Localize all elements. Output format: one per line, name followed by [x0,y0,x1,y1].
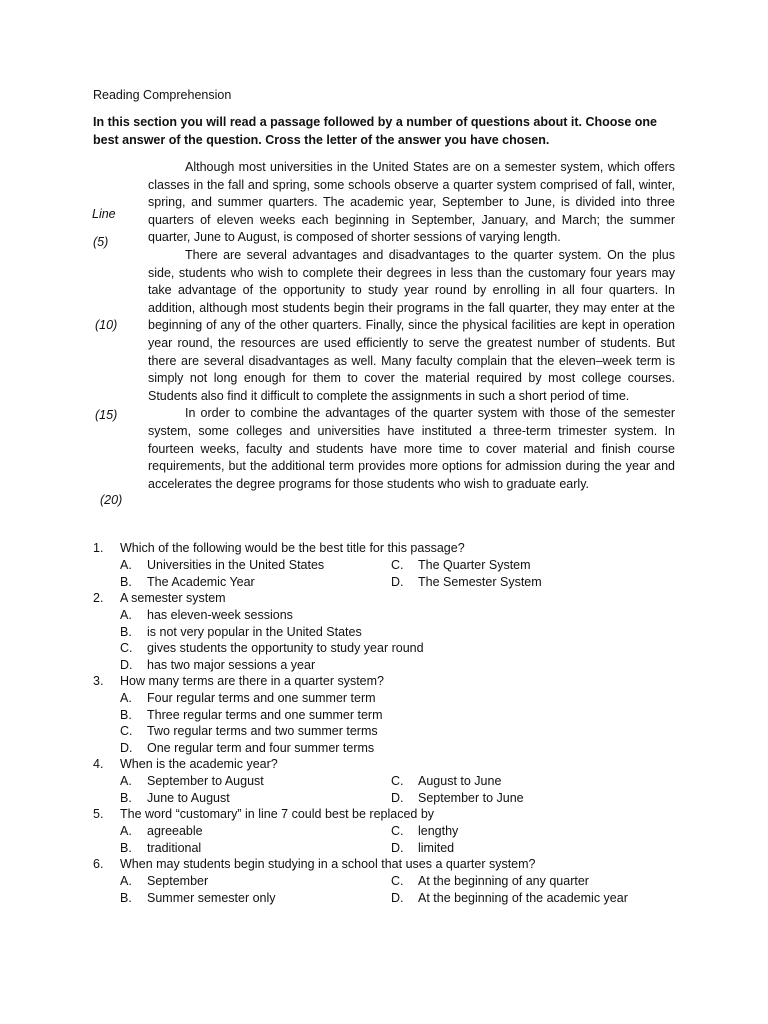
question-1 [93,540,693,590]
option-text: Summer semester only [147,890,276,905]
option-letter: D. [391,840,404,855]
passage-paragraph-1: Although most universities in the United States are on a semester system, which offers classes in the fall and spring, some schools observe a quarter system comprised of fall, winter, spring, and summer quarters. The academic year, September to June, is divided into three quarters of eleven weeks each beginning in September, January, and March; the summer quarter, June to August, is composed of shorter sessions of varying length. [148,160,675,245]
question-text: When may students begin studying in a school that uses a quarter system? [120,857,536,871]
option-text: has two major sessions a year [147,657,316,672]
option-text: September to August [147,774,264,788]
option-text: is not very popular in the United States [147,624,362,639]
option-letter: C. [391,874,404,888]
line-marker-15: (15) [95,408,118,422]
question-text: A semester system [120,591,226,605]
passage-paragraph-2: There are several advantages and disadvantages to the quarter system. On the plus side, students who wish to complete their degrees in less than the customary four years may take advantage of the opportunity to study year round by enrolling in all four quarters. In addition, although most students begin their programs in the fall quarter, they may enter at the beginning of any of the other quarters. Finally, since the physical facilities are kept in operation year round, the resources are used efficiently to serve the greatest number of students. But there are several disadvantages as well. Many faculty complain that the eleven–week term is simply not long enough for them to cover the material required by most college courses. Students also find it difficult to complete the assignments in such a short period of time. [148,247,675,403]
option-text: June to August [147,790,230,805]
question-list [93,540,693,906]
option-letter: C. [391,824,404,838]
question-text: How many terms are there in a quarter system? [120,674,384,688]
option-text: agreeable [147,824,203,838]
question-number: 5. [93,807,104,821]
option-text: September to June [418,790,524,805]
option-letter: A. [120,874,132,888]
option-text: At the beginning of the academic year [418,890,628,905]
option-letter: B. [120,624,132,639]
option-letter: A. [120,824,132,838]
question-text: The word “customary” in line 7 could best be replaced by [120,807,435,821]
question-text: Which of the following would be the best title for this passage? [120,541,465,555]
section-title: Reading Comprehension [93,88,232,102]
line-marker-5: (5) [93,235,109,249]
option-text: The Semester System [418,574,542,589]
option-text: Four regular terms and one summer term [147,691,376,705]
option-text: Two regular terms and two summer terms [147,724,378,738]
option-letter: C. [391,774,404,788]
option-text: The Quarter System [418,558,531,572]
option-letter: D. [391,790,404,805]
option-letter: A. [120,774,132,788]
question-5 [93,806,693,856]
passage-paragraph-3: In order to combine the advantages of the quarter system with those of the semester system, some colleges and universities have instituted a three-term trimester system. In fourteen weeks, faculty and students have more time to cover material and finish course requirements, but the additional term provides more options for admission during the year and accelerates the degree programs for those students who wish to graduate early. [148,406,675,491]
option-letter: D. [120,657,133,672]
instructions: In this section you will read a passage followed by a number of questions about it. Choose one best answer of the question. Cross the letter of the answer you have chosen. [93,115,657,147]
question-6 [93,856,693,906]
option-letter: A. [120,691,132,705]
question-number: 1. [93,541,104,555]
option-text: Universities in the United States [147,558,325,572]
option-text: traditional [147,840,202,855]
option-letter: C. [120,641,133,655]
option-letter: D. [120,740,133,755]
question-4 [93,756,693,806]
option-letter: B. [120,840,132,855]
question-2 [93,590,693,673]
reading-passage [148,159,675,493]
question-number: 3. [93,674,104,688]
question-number: 6. [93,857,104,871]
option-letter: B. [120,790,132,805]
option-letter: C. [391,558,404,572]
line-label: Line [92,207,116,221]
line-marker-10: (10) [95,318,118,332]
option-text: August to June [418,774,502,788]
option-letter: A. [120,608,132,622]
option-text: The Academic Year [147,574,255,589]
option-text: lengthy [418,824,459,838]
question-3 [93,673,693,756]
option-text: limited [418,840,455,855]
option-letter: D. [391,890,404,905]
question-number: 2. [93,591,104,605]
question-text: When is the academic year? [120,757,278,771]
option-letter: D. [391,574,404,589]
option-letter: B. [120,707,132,722]
option-text: At the beginning of any quarter [418,874,589,888]
line-marker-20: (20) [100,493,123,507]
option-letter: B. [120,574,132,589]
option-text: gives students the opportunity to study year round [147,641,424,655]
option-letter: B. [120,890,132,905]
option-letter: A. [120,558,132,572]
option-text: One regular term and four summer terms [147,740,375,755]
option-text: Three regular terms and one summer term [147,707,383,722]
option-letter: C. [120,724,133,738]
option-text: September [147,874,209,888]
option-text: has eleven-week sessions [147,608,293,622]
question-number: 4. [93,757,104,771]
